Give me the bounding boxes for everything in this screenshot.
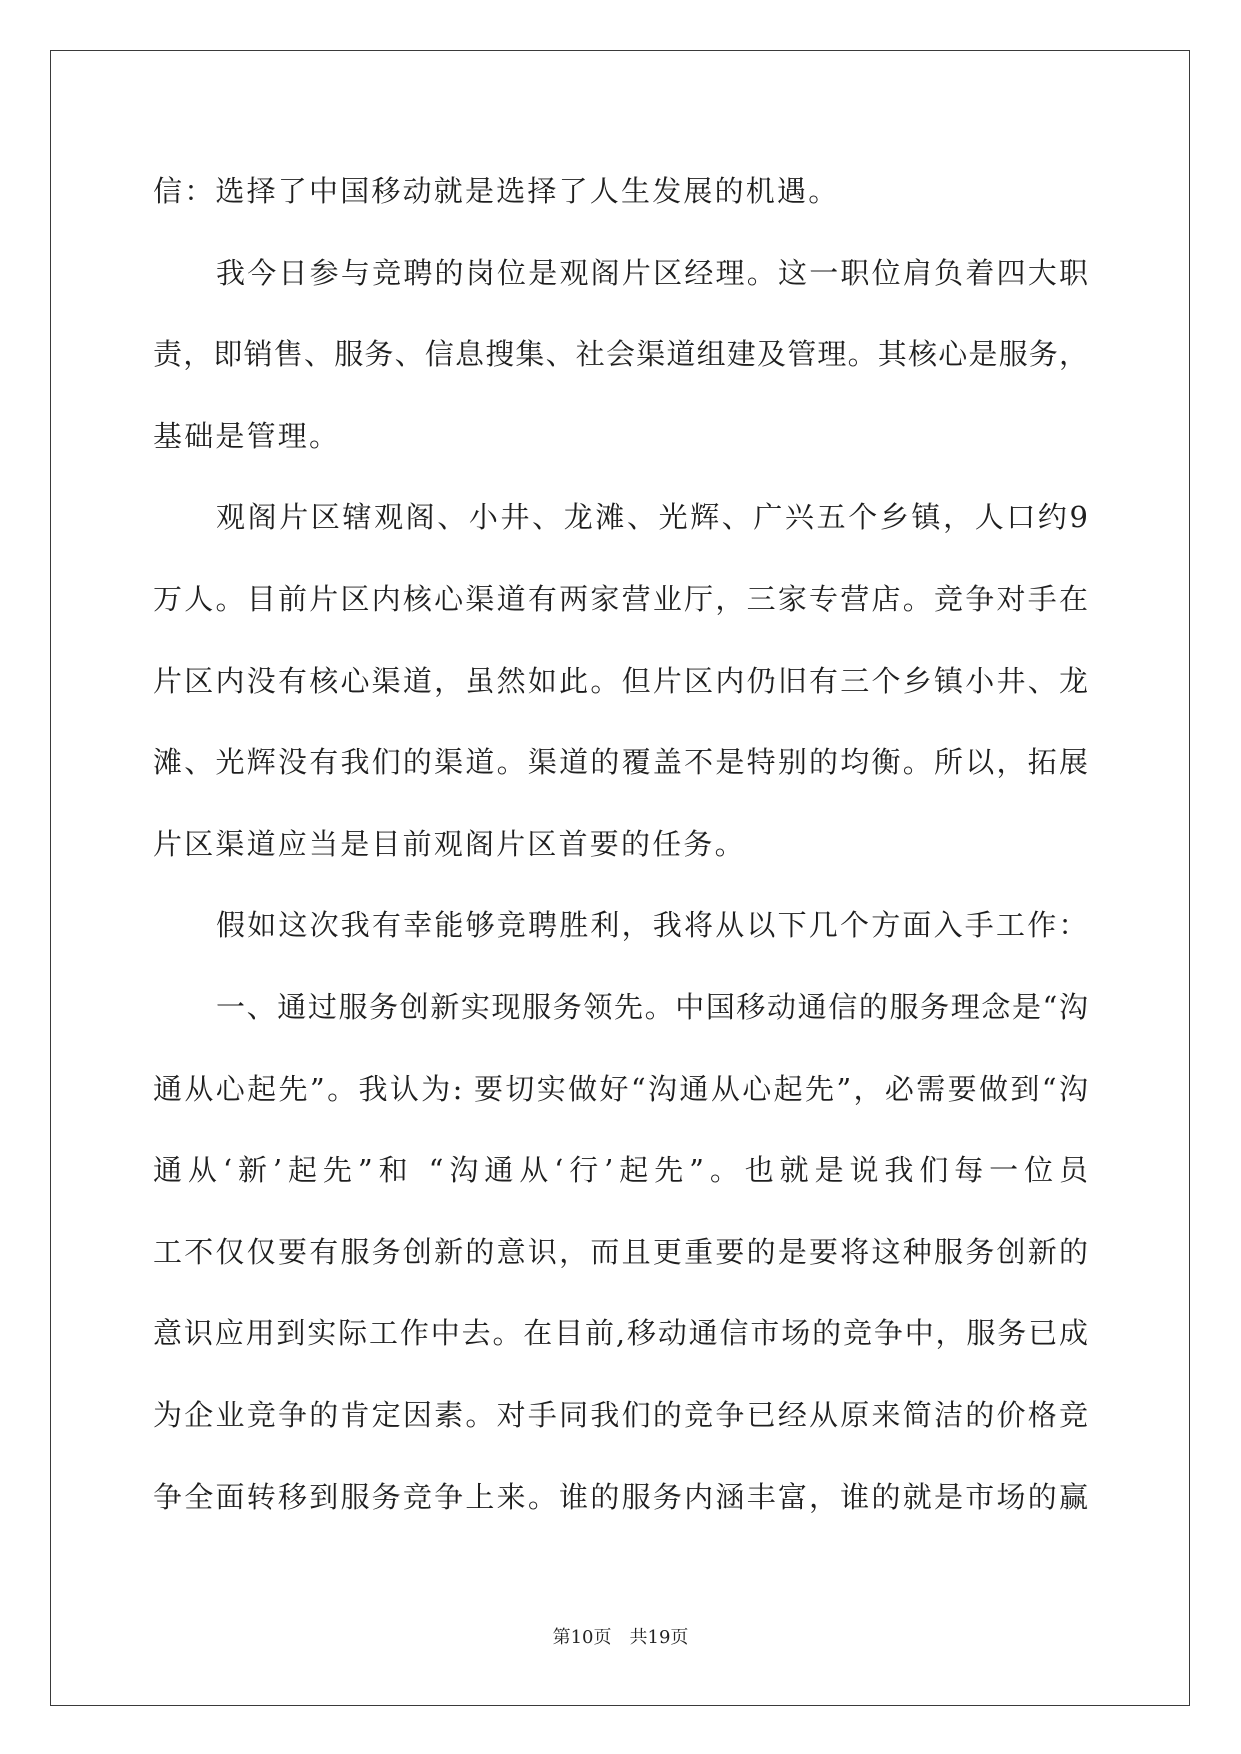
- text-line: 片区内没有核心渠道，虽然如此。但片区内仍旧有三个乡镇小井、龙: [153, 663, 1088, 698]
- text-line: 基础是管理。: [153, 418, 341, 453]
- text-line: 信：选择了中国移动就是选择了人生发展的机遇。: [153, 174, 840, 208]
- text-line: 通从心起先”。我认为: 要切实做好“沟通从心起先”，必需要做到“沟: [153, 1071, 1088, 1106]
- text-line: 观阁片区辖观阁、小井、龙滩、光辉、广兴五个乡镇，人口约9: [216, 500, 1088, 535]
- page-number: 第10页: [552, 1627, 612, 1648]
- text-line: 万人。目前片区内核心渠道有两家营业厅，三家专营店。竞争对手在: [153, 581, 1088, 616]
- paragraph: [153, 477, 1088, 885]
- text-line: 滩、光辉没有我们的渠道。渠道的覆盖不是特别的均衡。所以，拓展: [153, 745, 1088, 780]
- text-line: 工不仅仅要有服务创新的意识，而且更重要的是要将这种服务创新的: [153, 1234, 1088, 1269]
- document-body: [153, 151, 1088, 1538]
- text-line: 片区渠道应当是目前观阁片区首要的任务。: [153, 826, 746, 861]
- text-line: 通从‘新’起先”和 “沟通从‘行’起先”。也就是说我们每一位员: [153, 1153, 1088, 1188]
- text-line: 争全面转移到服务竞争上来。谁的服务内涵丰富，谁的就是市场的赢: [153, 1479, 1088, 1514]
- text-line: 一、通过服务创新实现服务领先。中国移动通信的服务理念是“沟: [216, 989, 1088, 1024]
- page-total: 共19页: [629, 1627, 689, 1648]
- text-line: 责，即销售、服务、信息搜集、社会渠道组建及管理。其核心是服务，: [153, 337, 1088, 372]
- text-line: 假如这次我有幸能够竞聘胜利，我将从以下几个方面入手工作：: [216, 908, 1090, 943]
- paragraph: [153, 885, 1088, 967]
- text-line: 我今日参与竞聘的岗位是观阁片区经理。这一职位肩负着四大职: [216, 255, 1088, 290]
- paragraph: [153, 233, 1088, 478]
- text-line: 意识应用到实际工作中去。在目前,移动通信市场的竞争中，服务已成: [153, 1316, 1088, 1351]
- paragraph: [153, 967, 1088, 1538]
- text-line: 为企业竞争的肯定因素。对手同我们的竞争已经从原来简洁的价格竞: [153, 1397, 1088, 1432]
- paragraph: [153, 151, 1088, 233]
- page-footer: [0, 1626, 1241, 1650]
